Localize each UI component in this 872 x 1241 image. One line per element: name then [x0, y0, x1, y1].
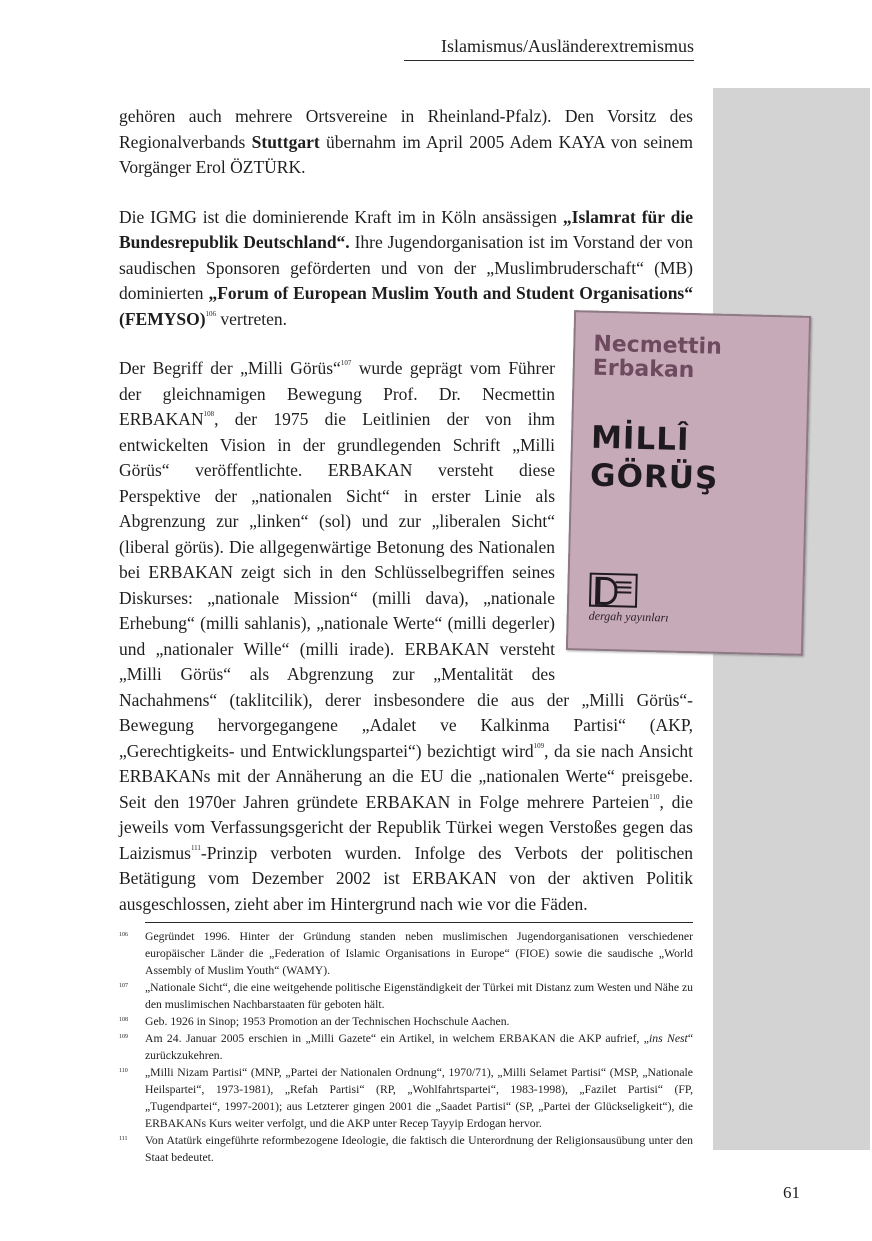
book-cover-image — [566, 310, 811, 656]
footnote — [119, 1030, 693, 1064]
page-number: 61 — [783, 1183, 800, 1202]
footnote-ref-109[interactable]: 109 — [533, 741, 545, 750]
bold-term-stuttgart: Stuttgart — [251, 131, 320, 152]
header-rule — [404, 60, 694, 61]
paragraph-1-text-end: übernahm im April 2005 Adem KAYA von seinem Vorgänger Erol ÖZTÜRK. — [119, 131, 693, 177]
bold-term-femyso: „Forum of European Muslim Youth and Student Organisations“ (FEMYSO) — [119, 283, 693, 329]
footnote — [119, 1013, 693, 1030]
footnote-text — [145, 1030, 693, 1064]
book-publisher: dergah yayınları — [588, 608, 669, 625]
footnote — [119, 928, 693, 979]
paragraph-3-text-2: wurde geprägt vom Führer der gleichnamigen Bewegung Prof. Dr. Necmettin ERBAKAN — [119, 358, 555, 429]
book-author: Necmettin Erbakan — [592, 331, 723, 384]
publisher-logo-icon — [589, 573, 638, 608]
paragraph-1-text: gehören auch mehrere Ortsvereine in Rheinland-Pfalz). Den Vorsitz des Regionalverbands — [119, 106, 693, 152]
paragraph-3-text-3: , der 1975 die Leitlinien der von ihm entwickelten Vision in der grundlegenden Schrift „Milli Görüs“ veröffentlichte. ERBAKAN versteht diese Perspektive der „nationalen Sicht“ in erster Linie als Abgrenzung zur „linken“ (sol) und zur „liberalen Sicht“ (liberal görüs). Die allgegenwärtige Betonung des Nationalen bei ERBAKAN zeigt sich in den Schlüsselbegriffen seines Diskurses: „nationale Mission“ (milli dava), „nationale Erhebung“ (milli sahlanis), „nationale Werte“ (milli degerler) und „nationaler Wille“ (milli irade). ERBAKAN versteht „Milli Görüs“ als Abgrenzung zur „Mentalität des Nachahmens“ (taklitcilik), derer insbesondere die aus der „Milli Görüs“-Bewegung hervorgegangene „Adalet ve Kalkinma Partisi“ (AKP, „Gerechtigkeits- und Entwicklungspartei“) bezichtigt wird — [119, 409, 693, 761]
paragraph-2-text: Die IGMG ist die dominierende Kraft im in Köln ansässigen — [119, 206, 563, 227]
footnote-text: „Milli Nizam Partisi“ (MNP, „Partei der Nationalen Ordnung“, 1970/71), „Milli Selamet Partisi“ (MSP, „Nationale Heilspartei“, 1973-1981), „Refah Partisi“ (RP, „Wohlfahrtspartei“, 1983-1998), „Fazilet Partisi“ (FP, „Tugendpartei“, 1997-2001); aus Letzterer gingen 2001 die „Saadet Partisi“ (SP, „Partei der Glückseligkeit“), die ERBAKANs Kurs weiter verfolgt, und die AKP unter Recep Tayyip Erdogan hervor. — [145, 1066, 693, 1130]
footnote-ref-108[interactable]: 108 — [203, 410, 215, 418]
footnote-number: 109 — [119, 1034, 128, 1040]
footnote-ref-110[interactable]: 110 — [649, 792, 660, 801]
paragraph-3-text-6: -Prinzip verboten wurden. Infolge des Verbots der politischen Betätigung vom Dezember 2002 ist ERBAKAN von der aktiven Politik ausgeschlossen, zieht aber im Hintergrund nach wie vor die Fäden. — [119, 842, 693, 914]
paragraph-2-text-end: vertreten. — [216, 308, 287, 329]
paragraph-1 — [119, 104, 693, 181]
footnote-ref-107[interactable]: 107 — [340, 359, 352, 367]
footnote-number: 106 — [119, 932, 128, 938]
footnote-text: Geb. 1926 in Sinop; 1953 Promotion an der Technischen Hochschule Aachen. — [145, 1015, 510, 1028]
paragraph-3-text: Der Begriff der „Milli Görüs“ — [119, 358, 341, 378]
footnote — [119, 1064, 693, 1132]
footnote — [119, 979, 693, 1013]
footnote-text-part: Am 24. Januar 2005 erschien in „Milli Gazete“ ein Artikel, in welchem ERBAKAN die AKP aufrief, „ — [145, 1032, 649, 1045]
footnote-text: „Nationale Sicht“, die eine weitgehende politische Eigenständigkeit der Türkei mit Distanz zum Westen und Nähe zu den muslimischen Nachbarstaaten für geboten hält. — [145, 981, 693, 1011]
footnote-number: 108 — [119, 1017, 128, 1023]
footnote-ref-106[interactable]: 106 — [205, 309, 217, 318]
paragraph-3-text-4: , da sie nach Ansicht ERBAKANs mit der Annäherung an die EU die „nationalen Werte“ preisgebe. Seit den 1970er Jahren gründete ERBAKAN in Folge mehrere Parteien — [119, 740, 694, 812]
footnote-ref-111[interactable]: 111 — [190, 843, 201, 852]
running-head: Islamismus/Ausländerextremismus — [441, 36, 694, 56]
footnotes — [119, 928, 693, 1166]
paragraph-3-text-5: , die jeweils vom Verfassungsgericht der Republik Türkei wegen Verstoßes gegen das Laizismus — [119, 791, 693, 863]
footnote-italic-quote: ins Nest — [648, 1032, 688, 1045]
book-title: MİLLÎ GÖRÜŞ — [589, 419, 719, 497]
footnote — [119, 1132, 693, 1166]
footnote-text: Von Atatürk eingeführte reformbezogene Ideologie, die faktisch die Unterordnung der Religionsausübung unter den Staat bedeutet. — [145, 1134, 693, 1164]
footnote-number: 107 — [119, 983, 128, 989]
paragraph-2-text-mid: Ihre Jugendorganisation ist im Vorstand der von saudischen Sponsoren geförderten und von der „Muslimbruderschaft“ (MB) dominierten — [119, 232, 693, 303]
footnote-text: Gegründet 1996. Hinter der Gründung standen neben muslimischen Jugendorganisationen verschiedener europäischer Länder die „Federation of Islamic Organisations in Europe“ (FIOE) sowie die saudische „World Assembly of Muslim Youth“ (WAMY). — [145, 930, 693, 977]
footnote-text-part: “ zurückzukehren. — [145, 1032, 693, 1062]
footnote-rule — [145, 922, 693, 923]
footnote-number: 111 — [119, 1136, 128, 1142]
footnote-number: 110 — [119, 1068, 128, 1074]
bold-term-islamrat: „Islamrat für die Bundesrepublik Deutschland“. — [119, 206, 694, 252]
